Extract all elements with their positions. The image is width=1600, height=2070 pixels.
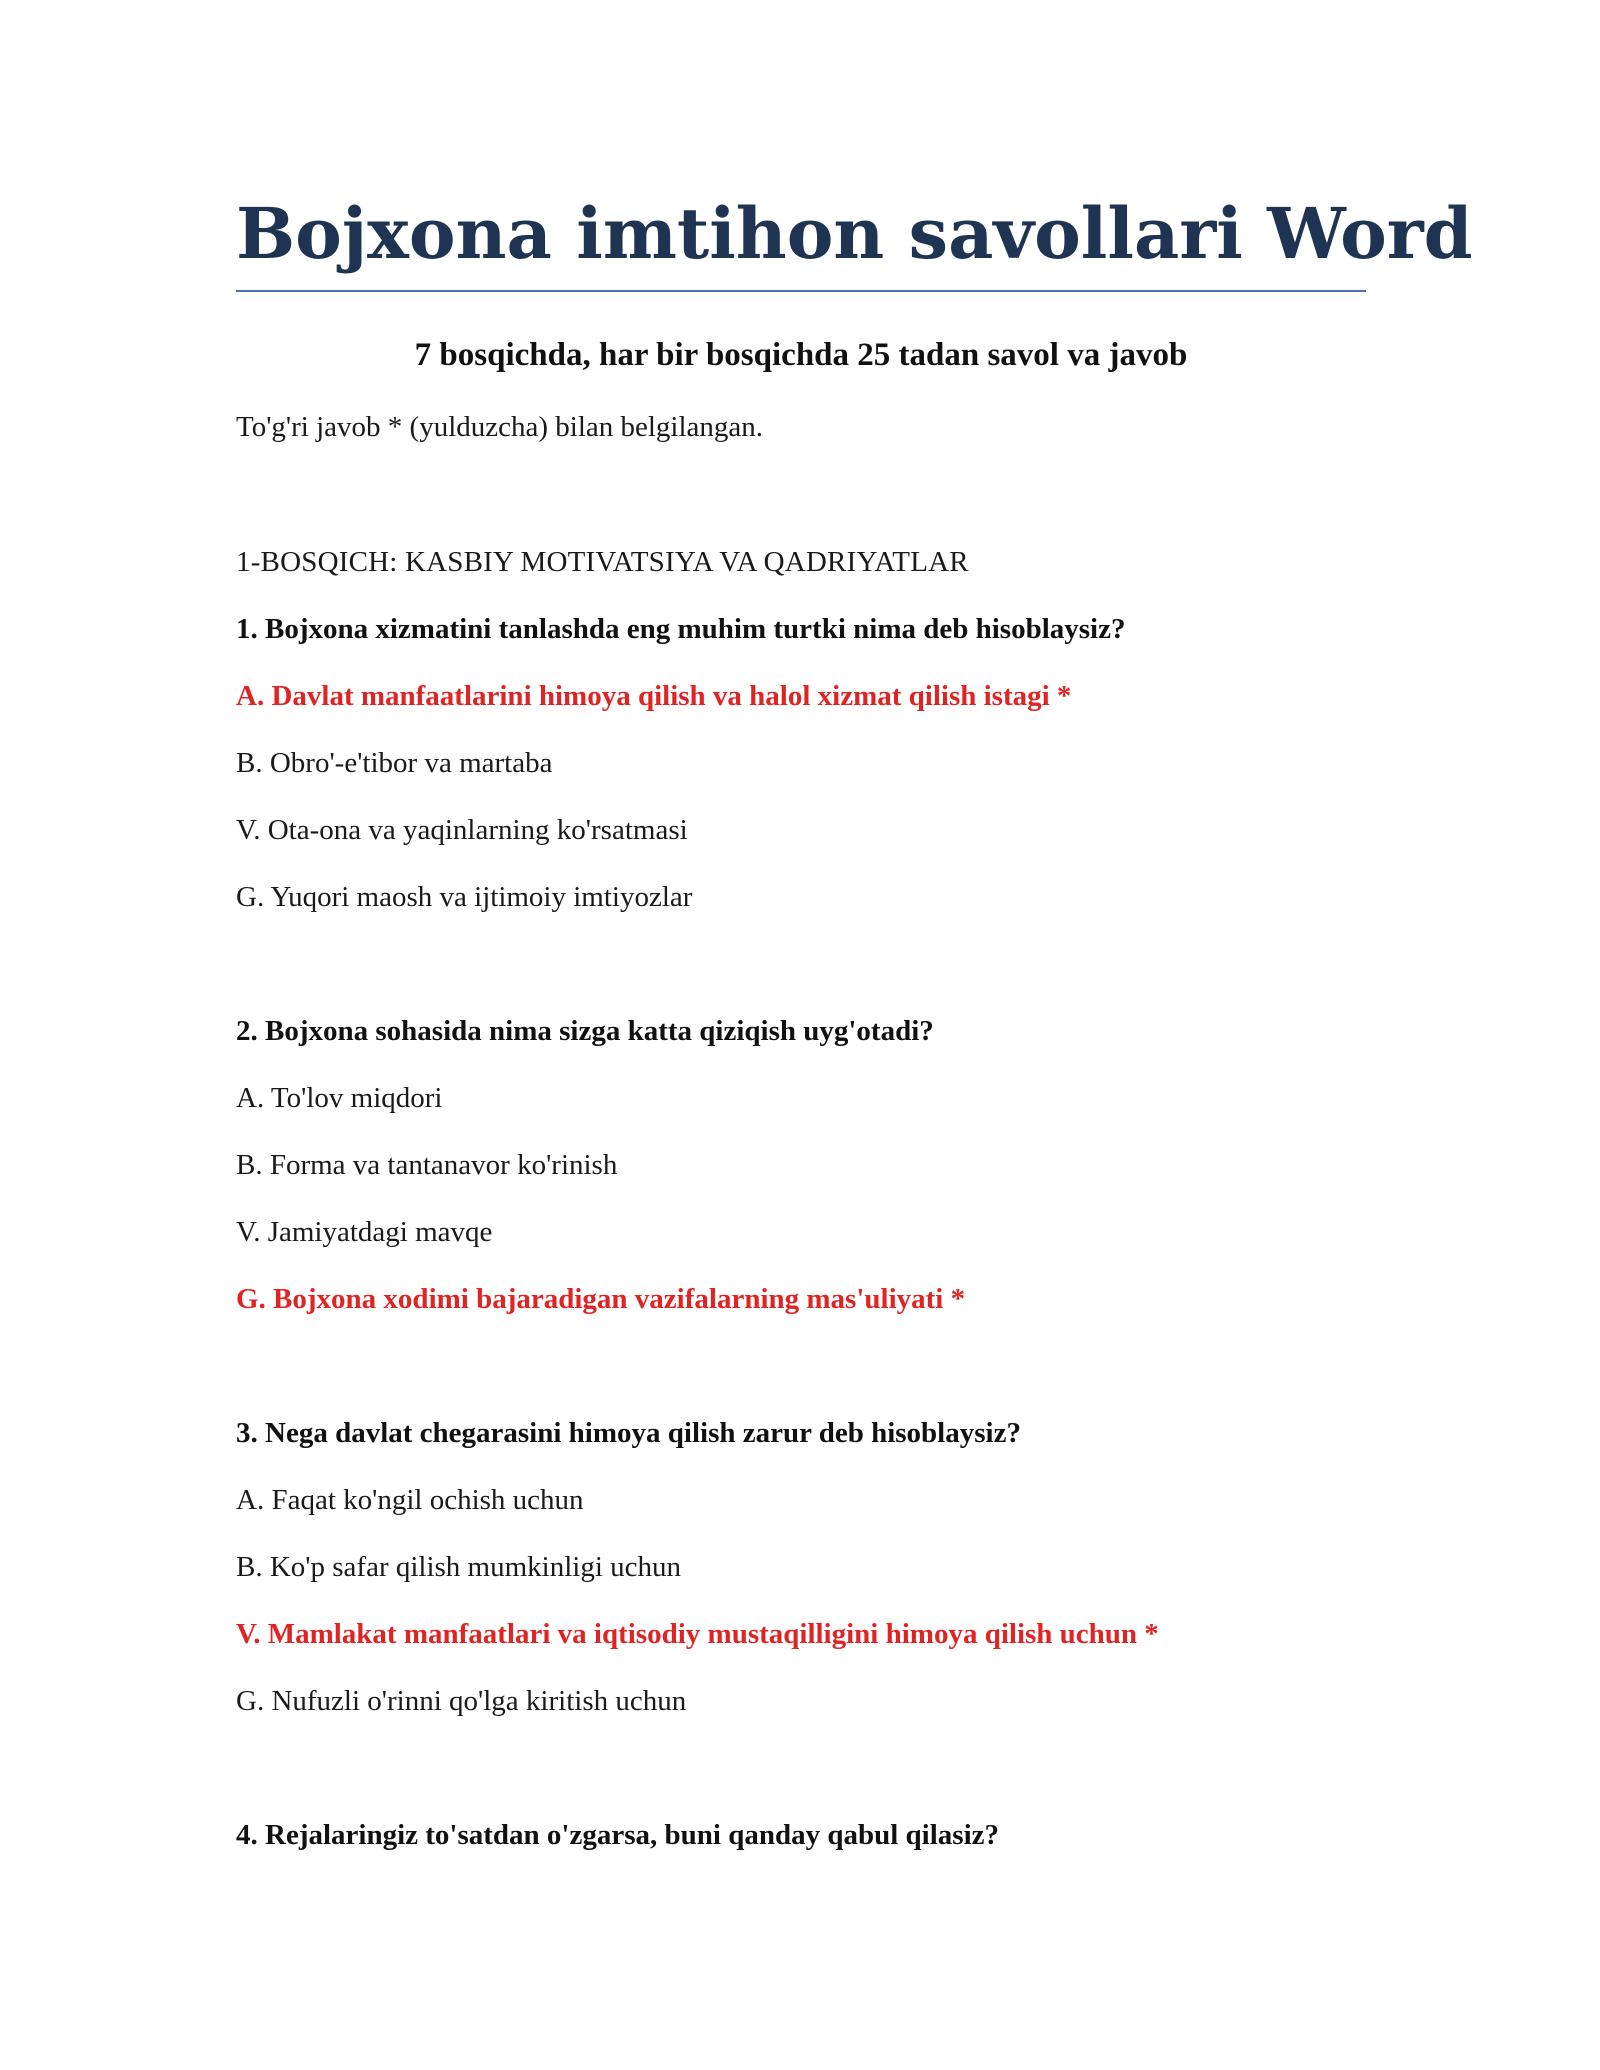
answer-option: A. Faqat ko'ngil ochish uchun bbox=[236, 1484, 584, 1516]
answer-option: A. To'lov miqdori bbox=[236, 1082, 443, 1114]
stage-heading: 1-BOSQICH: KASBIY MOTIVATSIYA VA QADRIYATLAR bbox=[236, 546, 969, 578]
question-2: 2. Bojxona sohasida nima sizga katta qiziqish uyg'otadi? bbox=[236, 1015, 934, 1047]
answer-option: B. Ko'p safar qilish mumkinligi uchun bbox=[236, 1551, 682, 1583]
answer-option: G. Nufuzli o'rinni qo'lga kiritish uchun bbox=[236, 1685, 687, 1717]
answer-option: V. Jamiyatdagi mavqe bbox=[236, 1216, 493, 1248]
document-subtitle: 7 bosqichda, har bir bosqichda 25 tadan savol va javob bbox=[414, 337, 1188, 373]
answer-option: G. Yuqori maosh va ijtimoiy imtiyozlar bbox=[236, 881, 693, 913]
intro-note: To'g'ri javob * (yulduzcha) bilan belgilangan. bbox=[236, 411, 764, 443]
answer-option: V. Ota-ona va yaqinlarning ko'rsatmasi bbox=[236, 814, 688, 846]
question-1: 1. Bojxona xizmatini tanlashda eng muhim turtki nima deb hisoblaysiz? bbox=[236, 613, 1126, 645]
question-4: 4. Rejalaringiz to'satdan o'zgarsa, buni qanday qabul qilasiz? bbox=[236, 1819, 999, 1851]
answer-option: B. Obro'-e'tibor va martaba bbox=[236, 747, 553, 779]
document-title: Bojxona imtihon savollari Word bbox=[236, 192, 1473, 275]
title-underline bbox=[236, 290, 1366, 292]
correct-answer-option: G. Bojxona xodimi bajaradigan vazifalarning mas'uliyati * bbox=[236, 1283, 966, 1315]
correct-answer-option: V. Mamlakat manfaatlari va iqtisodiy mustaqilligini himoya qilish uchun * bbox=[236, 1618, 1159, 1650]
answer-option: B. Forma va tantanavor ko'rinish bbox=[236, 1149, 618, 1181]
correct-answer-option: A. Davlat manfaatlarini himoya qilish va halol xizmat qilish istagi * bbox=[236, 680, 1072, 712]
question-3: 3. Nega davlat chegarasini himoya qilish zarur deb hisoblaysiz? bbox=[236, 1417, 1021, 1449]
